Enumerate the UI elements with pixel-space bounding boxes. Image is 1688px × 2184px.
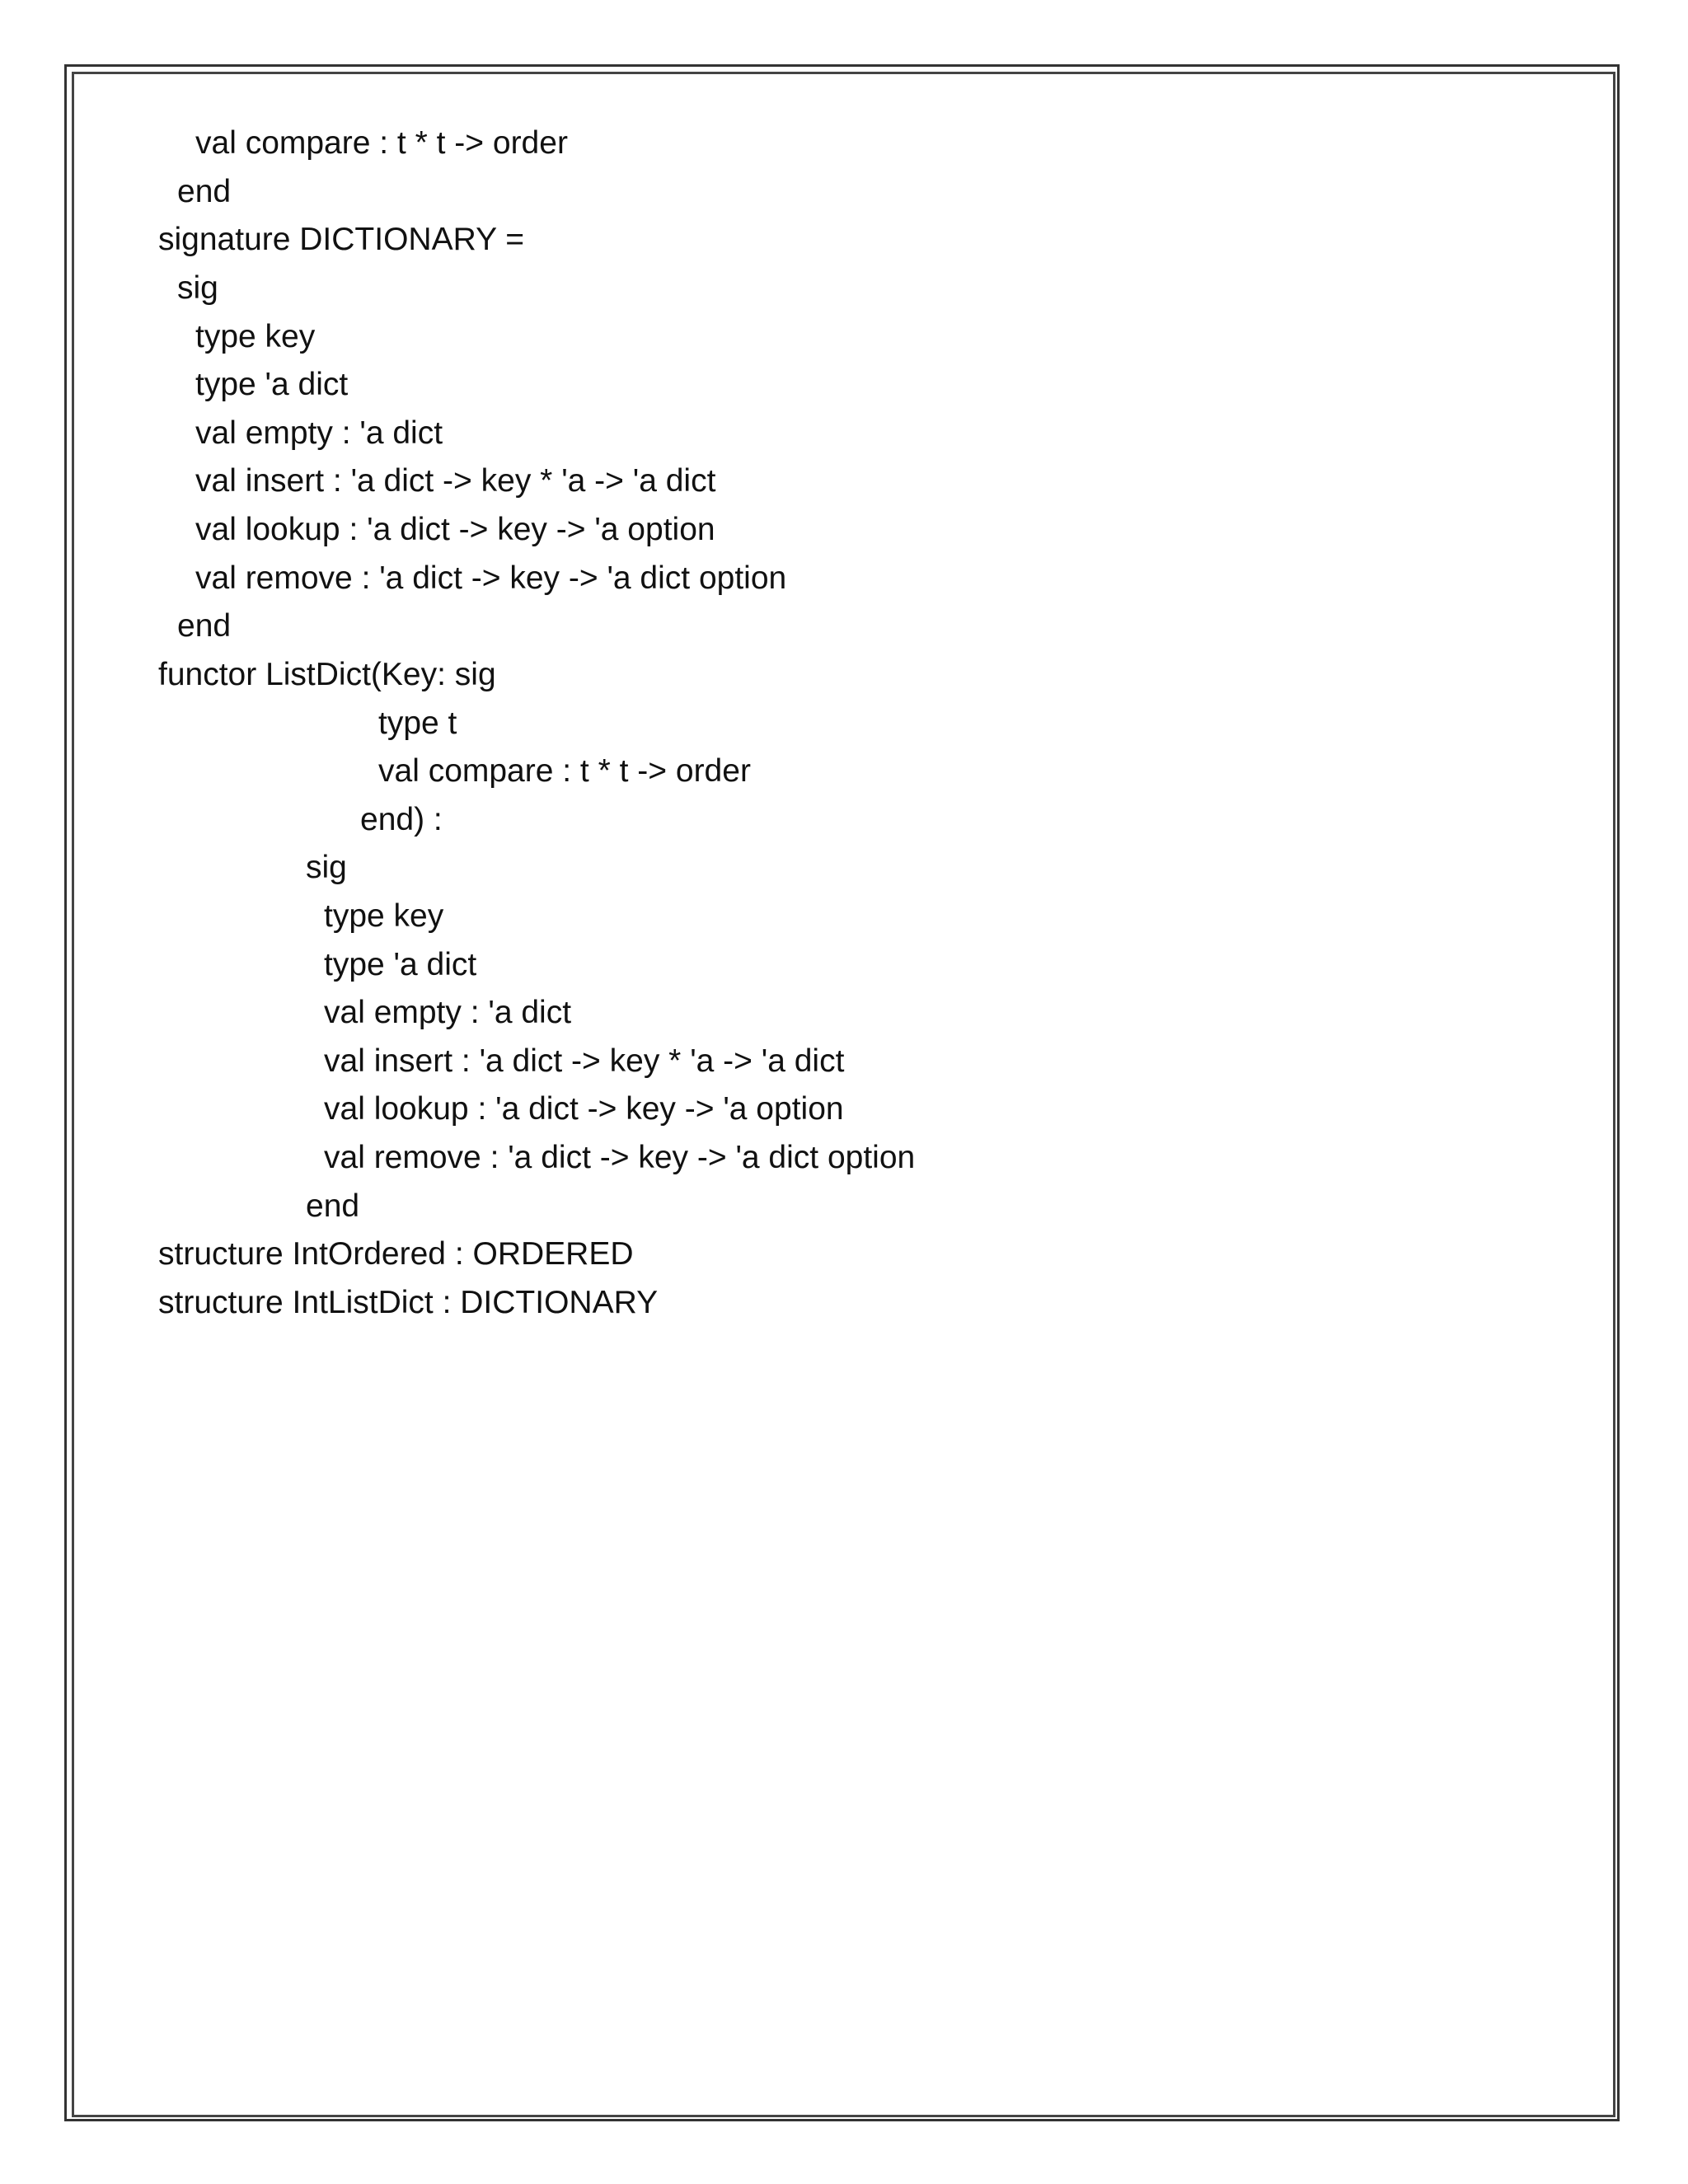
code-line: type 'a dict [195, 367, 349, 402]
code-line: type key [324, 898, 444, 934]
code-line: val lookup : 'a dict -> key -> 'a option [324, 1091, 844, 1127]
code-line: type key [195, 319, 316, 354]
code-line: end [177, 608, 232, 644]
code-line: structure IntOrdered : ORDERED [158, 1236, 634, 1272]
code-line: val compare : t * t -> order [378, 753, 751, 789]
code-line: end) : [360, 802, 443, 837]
code-line: val lookup : 'a dict -> key -> 'a option [195, 512, 715, 547]
code-line: end [306, 1188, 360, 1224]
code-line: structure IntListDict : DICTIONARY [158, 1285, 659, 1320]
code-line: end [177, 174, 232, 209]
code-line: val remove : 'a dict -> key -> 'a dict option [324, 1140, 916, 1175]
code-line: val remove : 'a dict -> key -> 'a dict option [195, 560, 787, 596]
code-line: val empty : 'a dict [324, 995, 572, 1030]
code-line: val insert : 'a dict -> key * 'a -> 'a dict [195, 463, 716, 499]
code-line: sig [306, 850, 347, 885]
code-line: val empty : 'a dict [195, 415, 443, 451]
code-line: type t [378, 705, 457, 741]
code-line: val insert : 'a dict -> key * 'a -> 'a dict [324, 1043, 845, 1079]
code-line: val compare : t * t -> order [195, 125, 568, 161]
code-line: sig [177, 270, 218, 306]
code-line: functor ListDict(Key: sig [158, 657, 496, 692]
code-line: type 'a dict [324, 947, 477, 982]
code-line: signature DICTIONARY = [158, 222, 524, 257]
